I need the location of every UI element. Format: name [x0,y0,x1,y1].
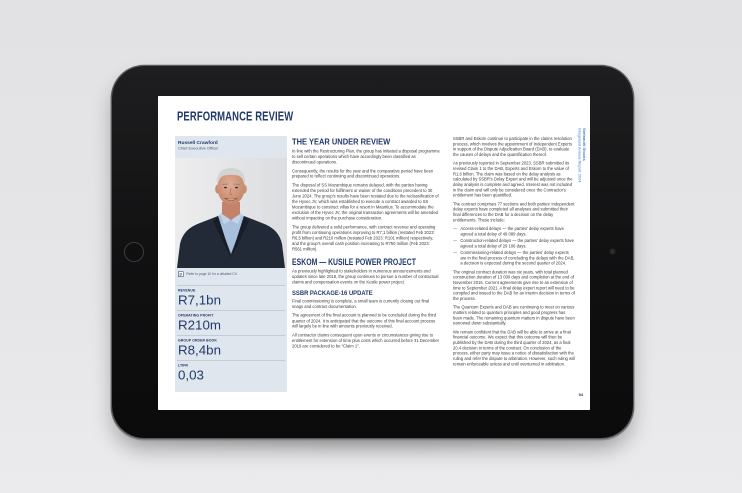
delay-list [453,226,575,266]
profile-role: Chief Executive Officer [178,146,219,151]
metric-operating-profit [177,310,285,335]
metric-group-order-book [177,335,285,360]
metric-value: 0,03 [178,367,204,383]
front-camera [610,249,615,254]
column-right [453,136,575,370]
metric-label: GROUP ORDER BOOK [178,338,217,343]
bullet-item: — Construction-related delays — the parties' delay experts have agreed a total delay of 29 106 days. [453,238,575,249]
bullet-item: — Commissioning-related delays — the parties' delay experts are in the final process of concluding the delays with the DAB, a decision is expected during the second quarter of 2024. [453,250,575,266]
body-paragraph: As previously reported in September 2023, SSBR submitted its revised Claim 1 to the DAB, Experts and Eskom to the value of R1,6 billion. The claim was based on the delay analysis as calculated by SSBR's Delay Expert and will be adjusted once the delay analysis is complete and agreed. Interest was not included in the claim and will only be considered once the Contractor's entitlement has been quantified. [452,161,573,198]
body-paragraph: The original contract duration was six years, with total planned construction duration of 13 000 days and completion at the end of November 2016. Current agreements give rise to an extension of time to September 2021. A final delay expert report will need to be compiled and issued to the DAB for an interim decision in terms of the process. [452,269,575,301]
body-paragraph: Final commissioning is complete, a small team is currently closing out final snags and contract documentation. [292,298,430,309]
cv-reference-text: Refer to page 10 for a detailed CV. [186,272,238,276]
column-middle [292,138,440,352]
page-title: PERFORMANCE REVIEW [177,108,294,124]
metric-label: OPERATING PROFIT [178,313,214,318]
profile-panel [175,136,287,392]
body-paragraph: The group delivered a solid performance, with contract revenue and operating profit from continuing operations improving to R7,1 billion (restated Feb 2023: R6,5 billion) and R210 million (restated Feb 2023: R101 million) respectively, and the group's overall cash position increasing to R750 million (Feb 2023: R561 million). [292,224,436,252]
section-heading-ssbr [292,290,440,297]
side-label-company: Stefanutti Stocks [582,128,587,161]
report-page [158,96,590,410]
body-paragraph: SSBR and Eskom continue to participate in the claims resolution process, which involves the appointment of Independent Experts in support of the Dispute Adjudication Board (DAB), to evaluate the causes of delays and the quantification thereof. [452,136,573,157]
section-heading-text: SSBR PACKAGE-16 UPDATE [292,289,373,297]
ceo-photo [175,158,287,268]
metric-value: R7,1bn [178,293,221,308]
metric-revenue [177,285,285,310]
report-side-label [577,128,586,182]
body-paragraph: The contract comprises 77 sections and both parties' independent delay experts have completed all analyses and submitted their final differences to the DAB for a decision on the delay entitlements. These include: [452,201,575,223]
metrics-list [177,285,285,385]
body-paragraph: Consequently, the results for the year and the comparative period have been prepared to reflect continuing and discontinued operations. [292,168,434,179]
tablet-screen[interactable] [158,96,590,410]
body-paragraph: All contractor claims consequent upon events or circumstances giving rise to entitlement for extension of time plus costs which occurred before 31 December 2019 are considered to be "Claim 1". [292,332,440,349]
metric-label: REVENUE [178,288,196,293]
side-label-report: Integrated Annual Report 2024 [577,128,582,183]
profile-name: Russell Crawford [178,140,218,146]
metric-ltifr [177,360,285,385]
section-heading-kusile [292,257,440,266]
body-paragraph: The agreement of the final account is planned to be concluded during the third quarter of 2024. It is anticipated that the outcome of this final account process will largely be in line with amounts previously received. [292,313,437,329]
home-button[interactable] [124,242,144,262]
body-paragraph: In line with the Restructuring Plan, the group has initiated a disposal programme to sell certain operations which have accordingly been classified as discontinued operations. [292,148,440,165]
bullet-item: — Access-related delays — the parties' delay experts have agreed a total delay of 49 089 days. [453,226,575,237]
body-paragraph: The Quantum Experts and DAB are continuing to meet on various matters related to quantum principles and good progress has been made. The remaining quantum matters in dispute have been narrowed down substantially. [452,305,575,326]
body-paragraph: The disposal of SS Mozambique remains delayed, with the parties having extended the period for fulfilment or waiver of the conditions precedent to 30 June 2024. The group's results have been restated due to the reclassification of the Hyvec JV, which was established to execute a contract awarded to SS Mozambique to construct villas for a resort in Mauritius. To accommodate the exclusion of the Hyvec JV, the original transaction agreements will be amended without impacting on the purchase consideration. [292,182,439,221]
tablet-device [112,66,633,438]
section-heading-text: ESKOM — KUSILE POWER PROJECT [292,256,416,267]
metric-label: LTIFR [178,363,188,368]
page-number: 54 [578,392,584,397]
metric-value: R8,4bn [178,343,221,358]
cv-reference-link[interactable] [178,271,238,277]
metric-value: R210m [178,318,221,333]
section-heading-text: THE YEAR UNDER REVIEW [292,137,391,147]
section-heading-year-review [292,138,440,146]
document-icon [178,271,184,277]
body-paragraph: As previously highlighted to stakeholders in numerous announcements and updates since late 2018, the group continues to pursue a number of contractual claims and compensation events on the Kusile power project. [292,268,439,285]
body-paragraph: We remain confident that the DAB will be able to arrive at a final financial outcome. We expect that this outcome will then be published by the DAB during the third quarter of 2024, as a final 20.4 decision in terms of the contract. On conclusion of the process, either party may issue a notice of dissatisfaction with the ruling and refer the dispute to arbitration. However, such ruling will remain enforceable unless and until overturned in arbitration. [452,329,575,367]
